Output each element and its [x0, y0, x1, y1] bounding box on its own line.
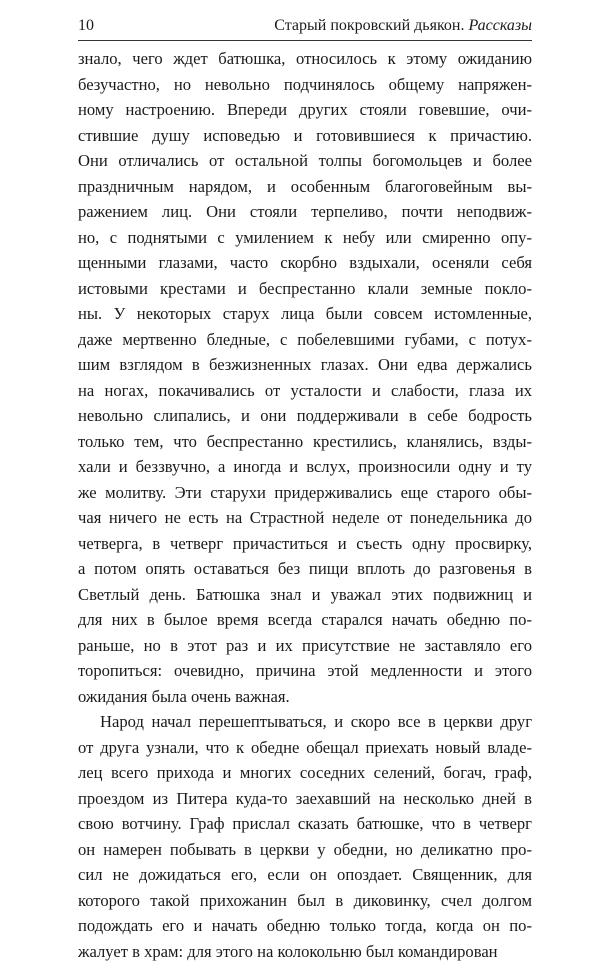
text-line: хали и беззвучно, а иногда и вслух, произносили одну и ту [78, 454, 532, 480]
text-line: а потом опять оставаться без пищи вплоть до разговенья в [78, 556, 532, 582]
text-line: раньше, но в этот раз и их присутствие не заставляло его [78, 633, 532, 659]
text-line: истовыми крестами и беспрестанно клали земные покло- [78, 276, 532, 302]
text-line: сил не дожидаться его, если он опоздает. Священник, для [78, 862, 532, 888]
text-line: невольно слипались, и они поддерживали в себе бодрость [78, 403, 532, 429]
text-line: ному настроению. Впереди других стояли говевшие, очи- [78, 97, 532, 123]
text-line: он намерен побывать в церкви у обедни, но деликатно про- [78, 837, 532, 863]
text-line: чая ничего не есть на Страстной неделе от понедельника до [78, 505, 532, 531]
paragraph [78, 46, 532, 709]
text-line: от друга узнали, что к обедне обещал приехать новый владе- [78, 735, 532, 761]
text-line: щенными глазами, часто скорбно вздыхали, осеняли себя [78, 250, 532, 276]
text-line: четверга, в четверг причаститься и съесть одну просвирку, [78, 531, 532, 557]
header-rule [78, 40, 532, 41]
text-line: которого такой прихожанин был в диковинку, счел долгом [78, 888, 532, 914]
text-line: но, с поднятыми с умилением к небу или смиренно опу- [78, 225, 532, 251]
text-line: даже мертвенно бледные, с побелевшими губами, с потух- [78, 327, 532, 353]
paragraph [78, 709, 532, 964]
text-line: знало, чего ждет батюшка, относилось к этому ожиданию [78, 46, 532, 72]
text-line: ражением лиц. Они стояли терпеливо, почти неподвиж- [78, 199, 532, 225]
text-line: только тем, что беспрестанно крестились, кланялись, взды- [78, 429, 532, 455]
running-title [274, 16, 532, 36]
text-line: торопиться: очевидно, причина этой медленности и этого [78, 658, 532, 684]
text-line: жалует в храм: для этого на колокольню был командирован [78, 939, 532, 964]
body-text [78, 46, 532, 964]
text-line: стившие душу исповедью и готовившиеся к причастию. [78, 123, 532, 149]
text-line: же молитву. Эти старухи придерживались еще старого обы- [78, 480, 532, 506]
text-line: на ногах, покачивались от усталости и слабости, глаза их [78, 378, 532, 404]
text-line: проездом из Питера куда-то заехавший на несколько дней в [78, 786, 532, 812]
text-line: ожидания была очень важная. [78, 684, 532, 710]
text-line: Народ начал перешептываться, и скоро все в церкви друг [78, 709, 532, 735]
section-title: Рассказы [468, 17, 532, 34]
page-number: 10 [78, 16, 94, 36]
text-line: подождать его и начать обедню только тогда, когда он по- [78, 913, 532, 939]
text-line: шим взглядом в безжизненных глазах. Они едва держались [78, 352, 532, 378]
text-line: ны. У некоторых старух лица были совсем истомленные, [78, 301, 532, 327]
text-line: безучастно, но невольно подчинялось общему напряжен- [78, 72, 532, 98]
text-line: Светлый день. Батюшка знал и уважал этих подвижниц и [78, 582, 532, 608]
text-line: праздничным нарядом, и особенным благоговейным вы- [78, 174, 532, 200]
text-line: для них в былое время всегда старался начать обедню по- [78, 607, 532, 633]
text-line: лец всего прихода и многих соседних селений, богач, граф, [78, 760, 532, 786]
text-line: Они отличались от остальной толпы богомольцев и более [78, 148, 532, 174]
text-line: свою вотчину. Граф прислал сказать батюшке, что в четверг [78, 811, 532, 837]
book-title: Старый покровский дьякон. [274, 17, 464, 34]
